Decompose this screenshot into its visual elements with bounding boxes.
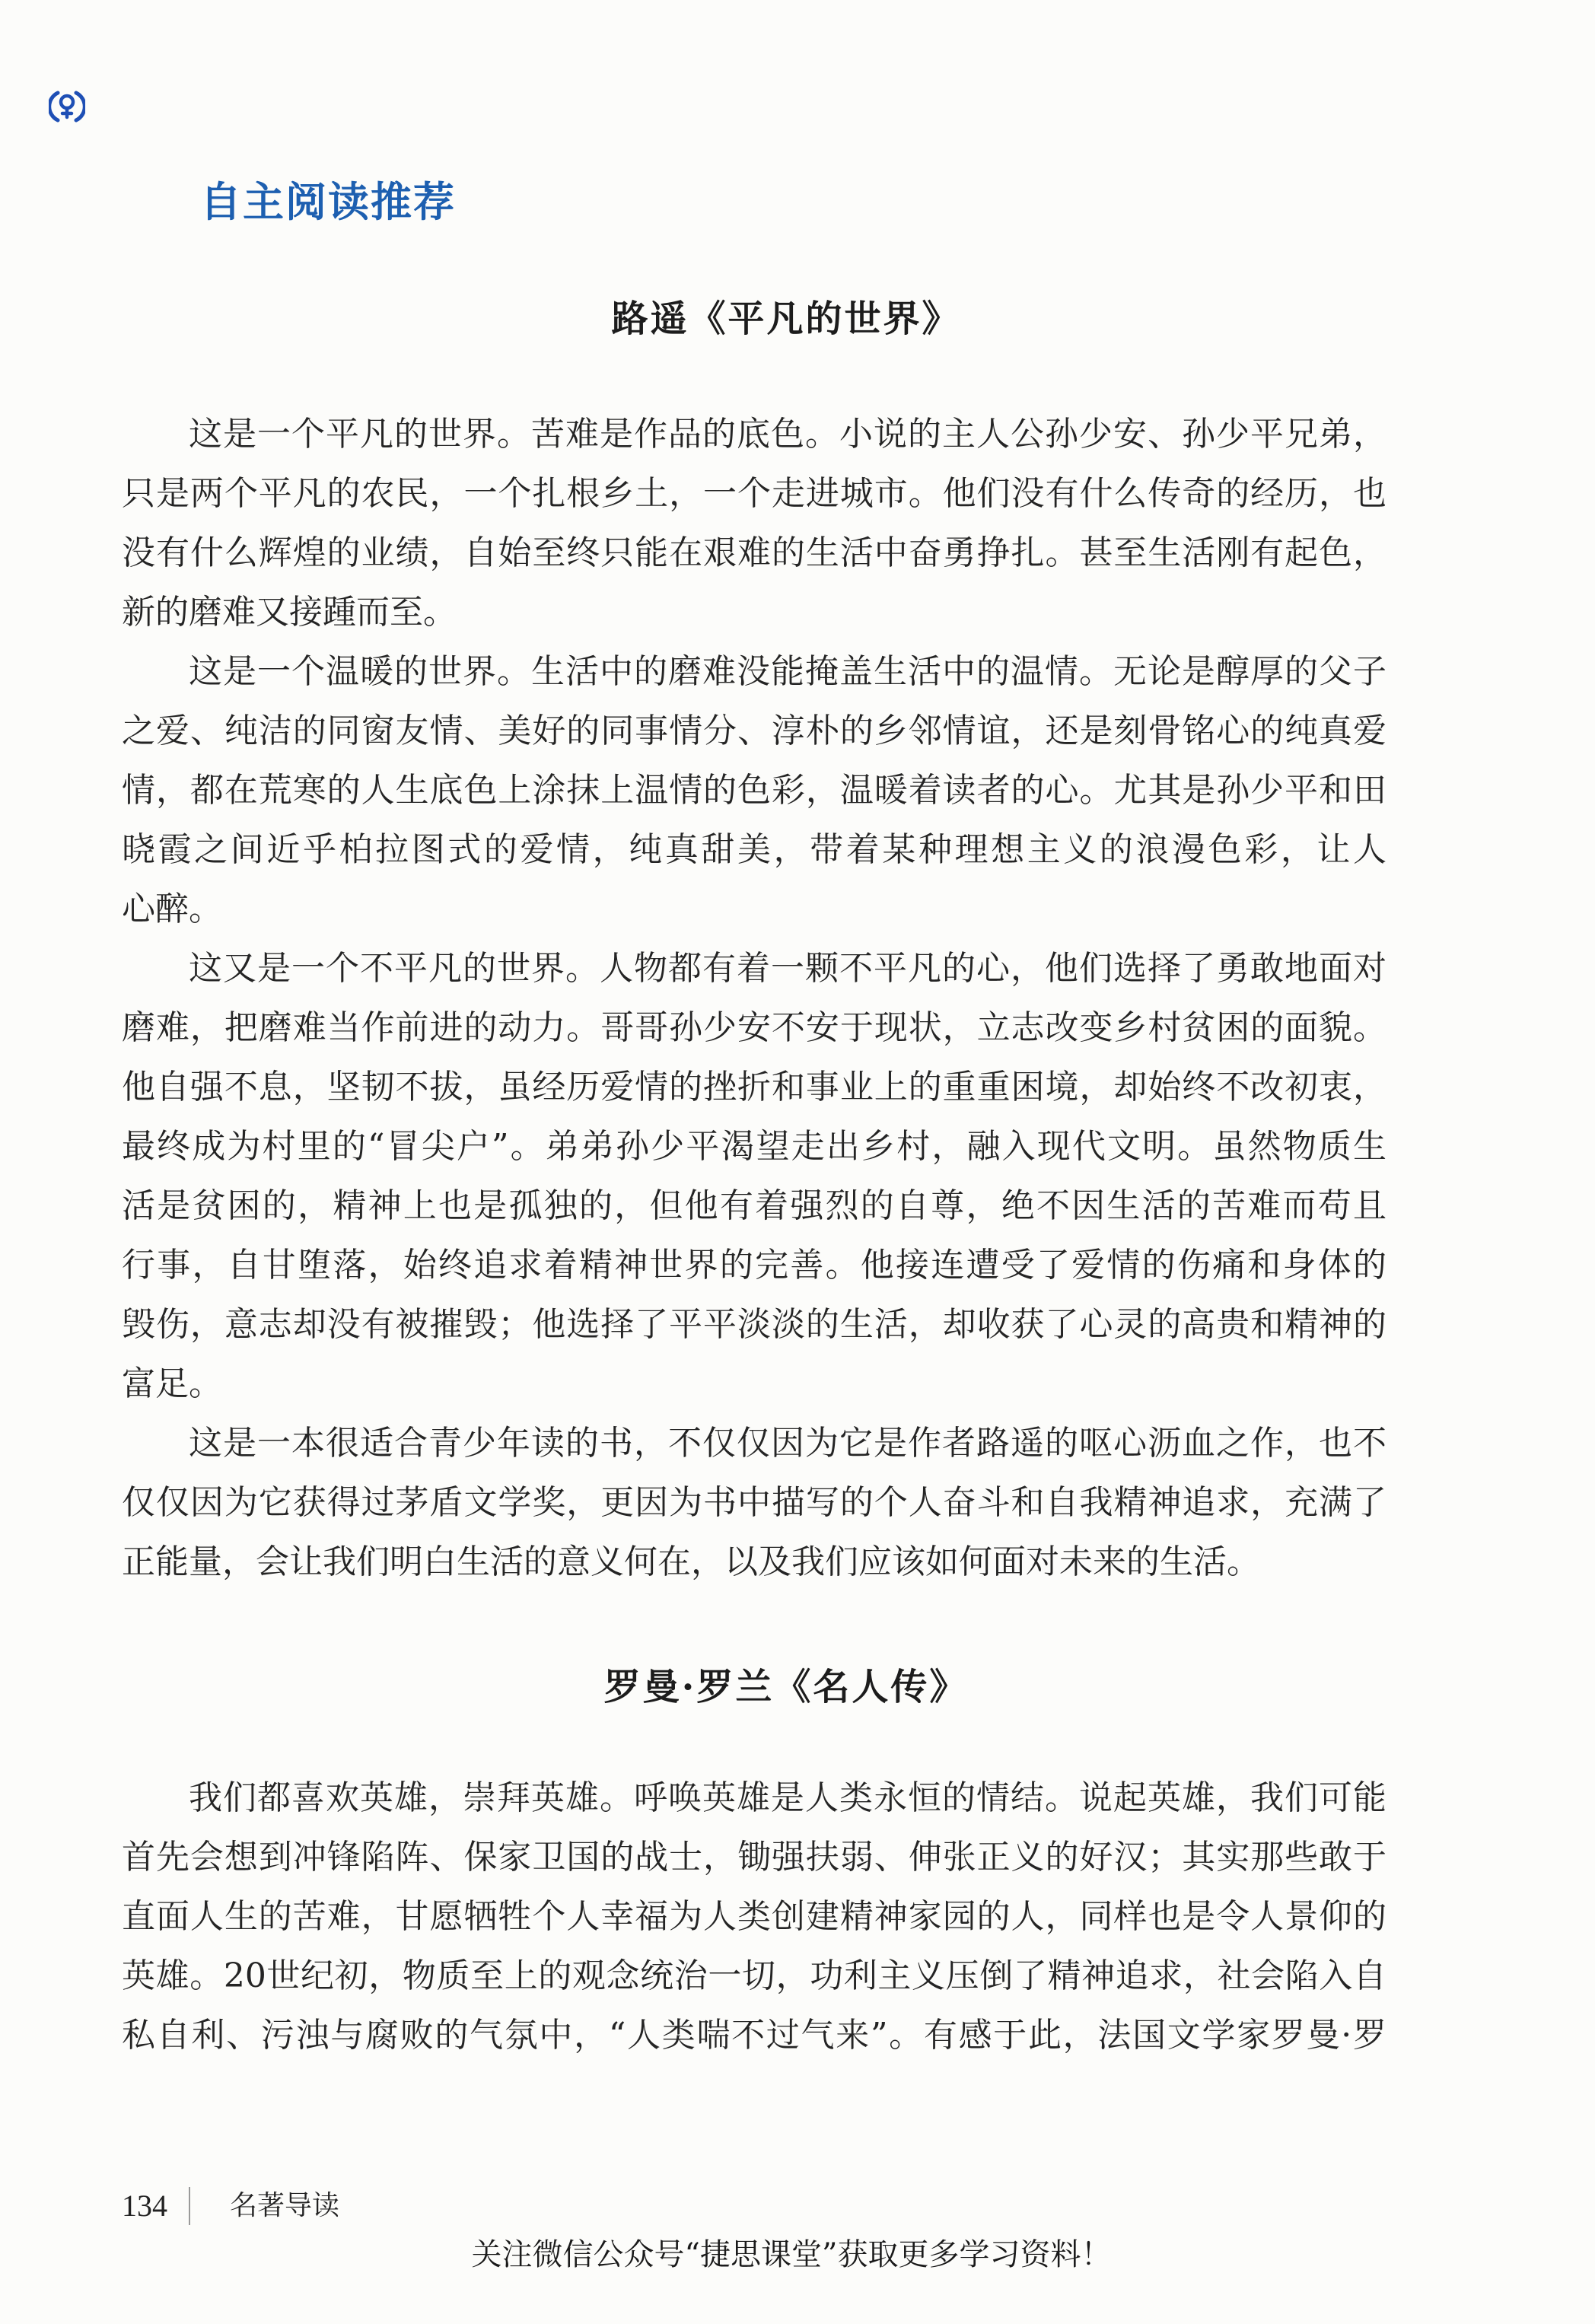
- book-review-body-2: [122, 1768, 1386, 2065]
- paragraph-line: 磨难，把磨难当作前进的动力。哥哥孙少安不安于现状，立志改变乡村贫困的面貌。: [122, 1008, 1386, 1047]
- paragraph-line: 富足。: [122, 1364, 222, 1403]
- paragraph-line: 新的磨难又接踵而至。: [122, 593, 457, 632]
- paragraph-line: 毁伤，意志却没有被摧毁；他选择了平平淡淡的生活，却收获了心灵的高贵和精神的: [122, 1305, 1386, 1344]
- paragraph-line: 我们都喜欢英雄，崇拜英雄。呼唤英雄是人类永恒的情结。说起英雄，我们可能: [189, 1778, 1386, 1817]
- paragraph-line: 私自利、污浊与腐败的气氛中，“人类喘不过气来”。有感于此，法国文学家罗曼·罗: [122, 2016, 1386, 2055]
- paragraph-line: 正能量，会让我们明白生活的意义何在，以及我们应该如何面对未来的生活。: [122, 1542, 1260, 1581]
- reading-logo-svg: [49, 88, 85, 125]
- footer-book-section: 名著导读: [230, 2190, 340, 2221]
- paragraph-line: 情，都在荒寒的人生底色上涂抹上温情的色彩，温暖着读者的心。尤其是孙少平和田: [122, 771, 1386, 810]
- paragraph-line: 最终成为村里的“冒尖户”。弟弟孙少平渴望走出乡村，融入现代文明。虽然物质生: [122, 1127, 1386, 1166]
- paragraph-line: 这又是一个不平凡的世界。人物都有着一颗不平凡的心，他们选择了勇敢地面对: [189, 949, 1386, 988]
- paragraph-line: 没有什么辉煌的业绩，自始至终只能在艰难的生活中奋勇挣扎。甚至生活刚有起色，: [122, 533, 1386, 572]
- paragraph-line: 只是两个平凡的农民，一个扎根乡土，一个走进城市。他们没有什么传奇的经历，也: [122, 474, 1386, 513]
- footer-divider: [189, 2187, 190, 2225]
- paragraph-line: 他自强不息，坚韧不拔，虽经历爱情的挫折和事业上的重重困境，却始终不改初衷，: [122, 1068, 1386, 1106]
- paragraph-line: 行事，自甘堕落，始终追求着精神世界的完善。他接连遭受了爱情的伤痛和身体的: [122, 1246, 1386, 1285]
- paragraph-line: 晓霞之间近乎柏拉图式的爱情，纯真甜美，带着某种理想主义的浪漫色彩，让人: [122, 830, 1386, 869]
- paragraph-line: 这是一本很适合青少年读的书，不仅仅因为它是作者路遥的呕心沥血之作，也不: [189, 1424, 1386, 1463]
- book-title-pingfan-de-shijie: 路遥《平凡的世界》: [611, 298, 961, 340]
- paragraph-line: 活是贫困的，精神上也是孤独的，但他有着强烈的自尊，绝不因生活的苦难而苟且: [122, 1186, 1386, 1225]
- section-title: 自主阅读推荐: [200, 177, 456, 226]
- bottom-notice: 关注微信公众号“捷思课堂”获取更多学习资料！: [471, 2237, 1112, 2272]
- page-number: 134: [122, 2189, 167, 2223]
- paragraph-line: 这是一个温暖的世界。生活中的磨难没能掩盖生活中的温情。无论是醇厚的父子: [189, 652, 1386, 691]
- book-title-mingren-zhuan: 罗曼·罗兰《名人传》: [603, 1666, 969, 1708]
- paragraph-line: 之爱、纯洁的同窗友情、美好的同事情分、淳朴的乡邻情谊，还是刻骨铭心的纯真爱: [122, 712, 1386, 750]
- paragraph-line: 心醉。: [122, 890, 222, 928]
- paragraph-line: 直面人生的苦难，甘愿牺牲个人幸福为人类创建精神家园的人，同样也是令人景仰的: [122, 1897, 1386, 1936]
- book-review-body-1: [122, 405, 1386, 1592]
- paragraph-line: 首先会想到冲锋陷阵、保家卫国的战士，锄强扶弱、伸张正义的好汉；其实那些敢于: [122, 1838, 1386, 1877]
- paragraph-line: 这是一个平凡的世界。苦难是作品的底色。小说的主人公孙少安、孙少平兄弟，: [189, 415, 1386, 454]
- paragraph-line: 英雄。20世纪初，物质至上的观念统治一切，功利主义压倒了精神追求，社会陷入自: [122, 1956, 1386, 1995]
- paragraph-line: 仅仅因为它获得过茅盾文学奖，更因为书中描写的个人奋斗和自我精神追求，充满了: [122, 1483, 1386, 1522]
- reading-logo-icon: [49, 88, 85, 125]
